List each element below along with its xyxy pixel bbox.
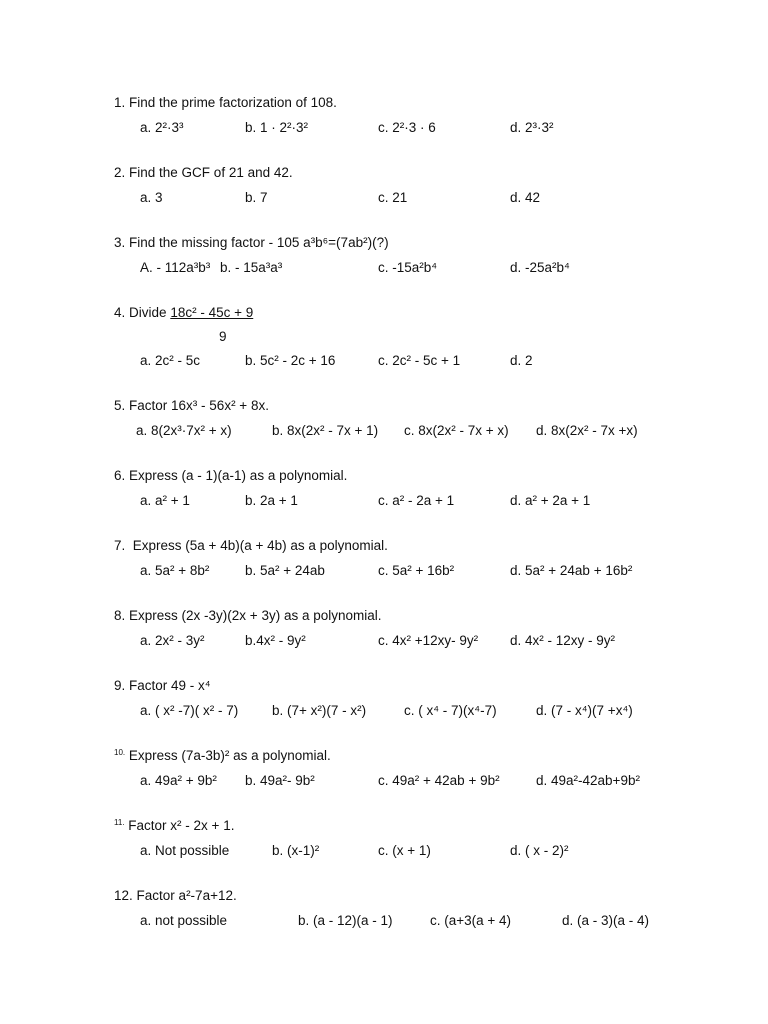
option-a[interactable]: a. not possible [140, 913, 228, 928]
question-7 [114, 536, 754, 583]
option-a[interactable]: a. 49a² + 9b² [140, 773, 217, 788]
option-c[interactable]: c. a² - 2a + 1 [378, 493, 455, 508]
question-11 [114, 816, 754, 863]
question-stem [114, 886, 754, 906]
option-d[interactable]: d. 2 [510, 353, 533, 368]
question-text: Find the GCF of 21 and 42. [129, 165, 293, 180]
question-number: 5. [114, 398, 126, 413]
question-9 [114, 676, 754, 723]
question-text: Find the prime factorization of 108. [129, 95, 337, 110]
question-stem [114, 396, 754, 416]
option-d[interactable]: d. -25a²b⁴ [510, 260, 570, 275]
question-number: 6. [114, 468, 126, 483]
question-stem [114, 303, 754, 344]
question-4 [114, 303, 754, 373]
option-c[interactable]: c. ( x⁴ - 7)(x⁴-7) [404, 703, 497, 718]
question-1 [114, 93, 754, 140]
option-a[interactable]: a. 2x² - 3y² [140, 633, 205, 648]
question-number: 4. [114, 305, 126, 320]
option-a[interactable]: a. 3 [140, 190, 163, 205]
question-number: 3. [114, 235, 126, 250]
question-stem [114, 536, 754, 556]
option-d[interactable]: d. 49a²-42ab+9b² [536, 773, 640, 788]
option-c[interactable]: c. 4x² +12xy- 9y² [378, 633, 479, 648]
option-d[interactable]: d. ( x - 2)² [510, 843, 569, 858]
question-stem [114, 676, 754, 696]
option-a[interactable]: A. - 112a³b³ [140, 260, 211, 275]
option-d[interactable]: d. (a - 3)(a - 4) [562, 913, 650, 928]
question-number: 12. [114, 888, 133, 903]
option-d[interactable]: d. 8x(2x² - 7x +x) [536, 423, 638, 438]
question-5 [114, 396, 754, 443]
option-b[interactable]: b. 1 · 2²·3² [245, 120, 309, 135]
option-b[interactable]: b. - 15a³a³ [220, 260, 283, 275]
question-text: Express (7a-3b)² as a polynomial. [128, 748, 331, 763]
question-text: Express (5a + 4b)(a + 4b) as a polynomial. [132, 538, 388, 553]
question-stem [114, 93, 754, 113]
option-b[interactable]: b. 7 [245, 190, 268, 205]
question-text: Express (2x -3y)(2x + 3y) as a polynomial. [129, 608, 382, 623]
question-3 [114, 233, 754, 280]
option-b[interactable]: b. (x-1)² [272, 843, 320, 858]
option-a[interactable]: a. 8(2x³·7x² + x) [136, 423, 232, 438]
option-a[interactable]: a. 2²·3³ [140, 120, 184, 135]
answer-options [114, 256, 754, 280]
question-stem [114, 816, 754, 836]
option-b[interactable]: b. (a - 12)(a - 1) [298, 913, 393, 928]
answer-options [114, 769, 754, 793]
answer-options [114, 699, 754, 723]
option-a[interactable]: a. ( x² -7)( x² - 7) [140, 703, 239, 718]
question-stem [114, 606, 754, 626]
question-number: 1. [114, 95, 126, 110]
question-text: Factor 16x³ - 56x² + 8x. [129, 398, 269, 413]
option-a[interactable]: a. 5a² + 8b² [140, 563, 210, 578]
question-text: Divide [129, 305, 167, 320]
question-stem [114, 746, 754, 766]
question-stem [114, 163, 754, 183]
answer-options [114, 116, 754, 140]
answer-options [114, 419, 754, 443]
question-text: Factor a²-7a+12. [136, 888, 237, 903]
answer-options [114, 489, 754, 513]
question-10 [114, 746, 754, 793]
option-c[interactable]: c. 49a² + 42ab + 9b² [378, 773, 500, 788]
option-c[interactable]: c. -15a²b⁴ [378, 260, 438, 275]
option-d[interactable]: d. (7 - x⁴)(7 +x⁴) [536, 703, 633, 718]
question-text: Express (a - 1)(a-1) as a polynomial. [129, 468, 348, 483]
option-c[interactable]: c. 21 [378, 190, 408, 205]
question-number: 11. [114, 818, 125, 827]
question-number: 2. [114, 165, 126, 180]
question-number: 9. [114, 678, 126, 693]
option-c[interactable]: c. 2²·3 · 6 [378, 120, 436, 135]
option-a[interactable]: a. a² + 1 [140, 493, 190, 508]
option-a[interactable]: a. 2c² - 5c [140, 353, 201, 368]
option-d[interactable]: d. a² + 2a + 1 [510, 493, 591, 508]
answer-options [114, 909, 754, 933]
option-c[interactable]: c. (a+3(a + 4) [430, 913, 512, 928]
question-number: 10. [114, 748, 126, 757]
question-12 [114, 886, 754, 933]
question-number: 7. [114, 538, 126, 553]
option-d[interactable]: d. 4x² - 12xy - 9y² [510, 633, 616, 648]
question-text: Find the missing factor - 105 a³b⁶=(7ab²)(?) [129, 235, 389, 250]
question-8 [114, 606, 754, 653]
option-c[interactable]: c. 2c² - 5c + 1 [378, 353, 461, 368]
answer-options [114, 839, 754, 863]
question-number: 8. [114, 608, 126, 623]
option-a[interactable]: a. Not possible [140, 843, 230, 858]
question-text: Factor x² - 2x + 1. [128, 818, 235, 833]
option-b[interactable]: b. 5a² + 24ab [245, 563, 325, 578]
option-b[interactable]: b. 2a + 1 [245, 493, 298, 508]
option-c[interactable]: c. 8x(2x² - 7x + x) [404, 423, 509, 438]
option-b[interactable]: b. (7+ x²)(7 - x²) [272, 703, 367, 718]
option-d[interactable]: d. 2³·3² [510, 120, 554, 135]
question-6 [114, 466, 754, 513]
option-d[interactable]: d. 5a² + 24ab + 16b² [510, 563, 633, 578]
answer-options [114, 349, 754, 373]
question-stem [114, 233, 754, 253]
question-2 [114, 163, 754, 210]
option-b[interactable]: b.4x² - 9y² [245, 633, 306, 648]
fraction-numerator: 18c² - 45c + 9 [170, 305, 254, 320]
answer-options [114, 629, 754, 653]
fraction-denominator: 9 [219, 329, 227, 344]
question-text: Factor 49 - x⁴ [129, 678, 211, 693]
answer-options [114, 559, 754, 583]
option-c[interactable]: c. 5a² + 16b² [378, 563, 455, 578]
answer-options [114, 186, 754, 210]
option-b[interactable]: b. 49a²- 9b² [245, 773, 315, 788]
question-stem [114, 466, 754, 486]
option-c[interactable]: c. (x + 1) [378, 843, 431, 858]
option-b[interactable]: b. 8x(2x² - 7x + 1) [272, 423, 379, 438]
option-b[interactable]: b. 5c² - 2c + 16 [245, 353, 336, 368]
option-d[interactable]: d. 42 [510, 190, 541, 205]
